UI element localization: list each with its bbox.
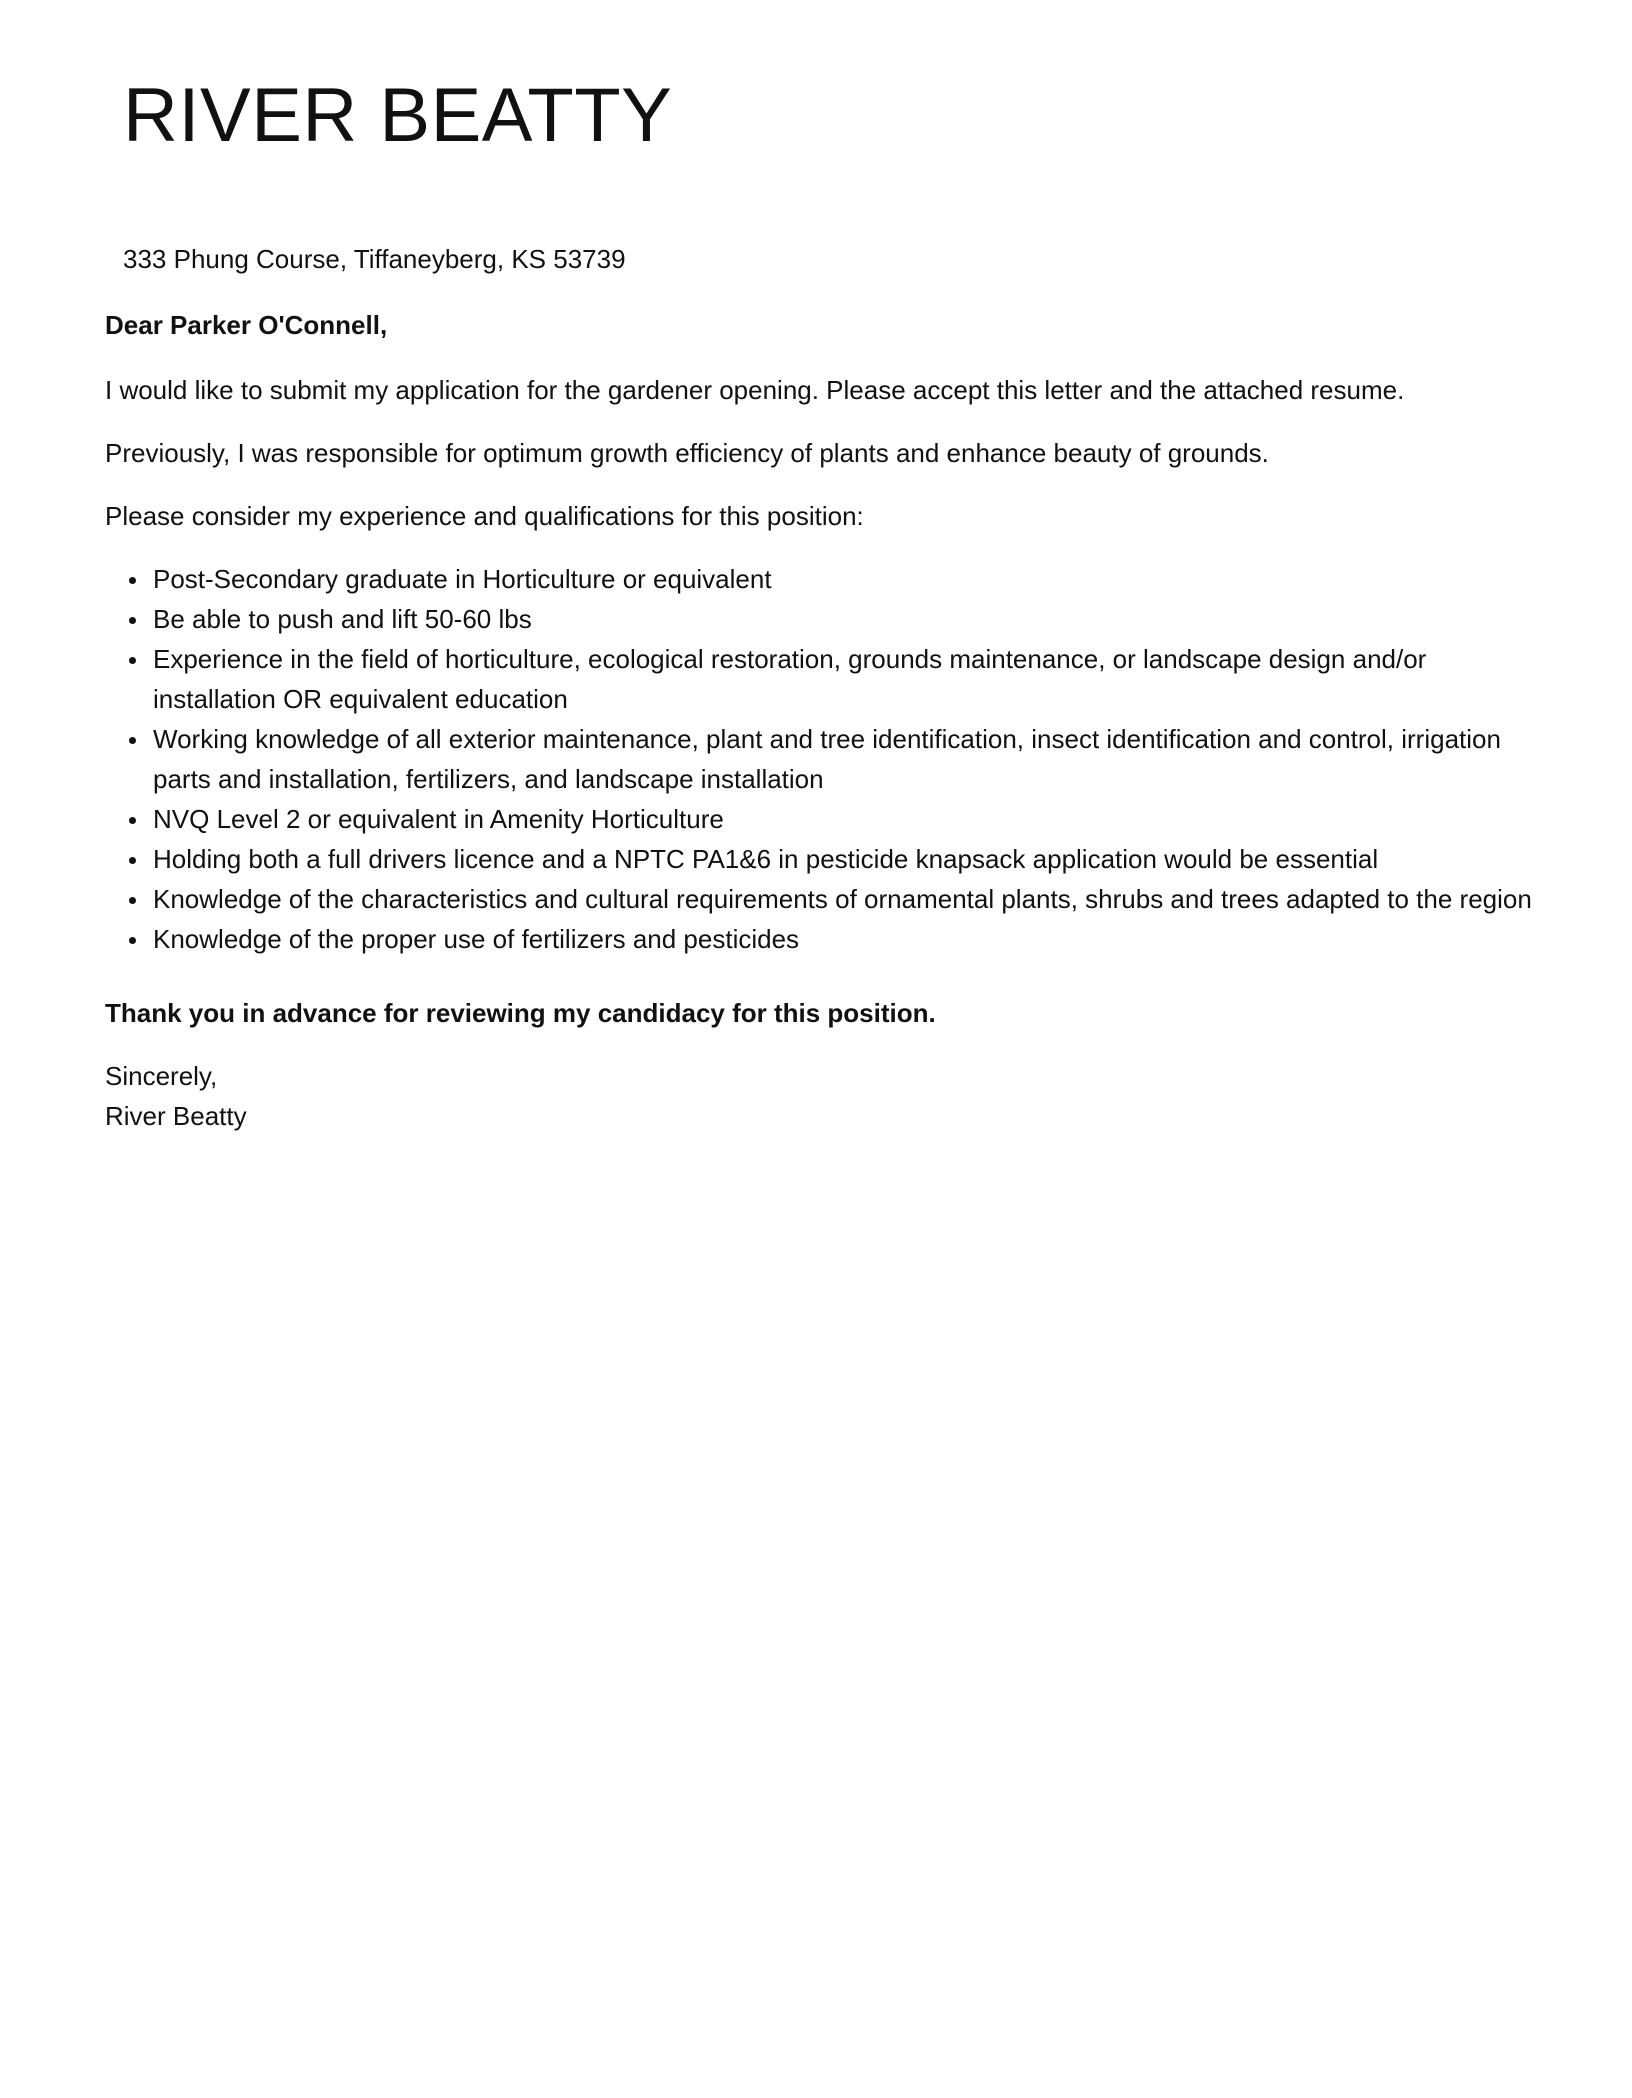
qualifications-list — [105, 559, 1545, 959]
signoff: Sincerely, — [105, 1061, 218, 1091]
qualification-item: Be able to push and lift 50-60 lbs — [153, 599, 1545, 639]
qualification-item: Post-Secondary graduate in Horticulture or equivalent — [153, 559, 1545, 599]
experience-paragraph: Previously, I was responsible for optimum growth efficiency of plants and enhance beauty of grounds. — [105, 438, 1269, 468]
qualification-item: Working knowledge of all exterior maintenance, plant and tree identification, insect identification and control, irrigation parts and installation, fertilizers, and landscape installation — [153, 719, 1545, 799]
applicant-address: 333 Phung Course, Tiffaneyberg, KS 53739 — [123, 244, 626, 274]
intro-paragraph: I would like to submit my application for the gardener opening. Please accept this letter and the attached resume. — [105, 375, 1405, 405]
qualification-item: Knowledge of the proper use of fertilizers and pesticides — [153, 919, 1545, 959]
signature-name: River Beatty — [105, 1101, 247, 1131]
letter-header — [123, 66, 1523, 276]
letter-body — [105, 305, 1545, 1136]
qualifications-intro: Please consider my experience and qualifications for this position: — [105, 501, 864, 531]
qualification-item: Knowledge of the characteristics and cultural requirements of ornamental plants, shrubs and trees adapted to the region — [153, 879, 1545, 919]
qualification-item: Experience in the field of horticulture, ecological restoration, grounds maintenance, or landscape design and/or installation OR equivalent education — [153, 639, 1545, 719]
qualification-item: NVQ Level 2 or equivalent in Amenity Horticulture — [153, 799, 1545, 839]
qualification-item: Holding both a full drivers licence and a NPTC PA1&6 in pesticide knapsack application would be essential — [153, 839, 1545, 879]
salutation: Dear Parker O'Connell, — [105, 310, 388, 340]
applicant-name: RIVER BEATTY — [123, 73, 673, 158]
closing-statement: Thank you in advance for reviewing my candidacy for this position. — [105, 998, 936, 1028]
